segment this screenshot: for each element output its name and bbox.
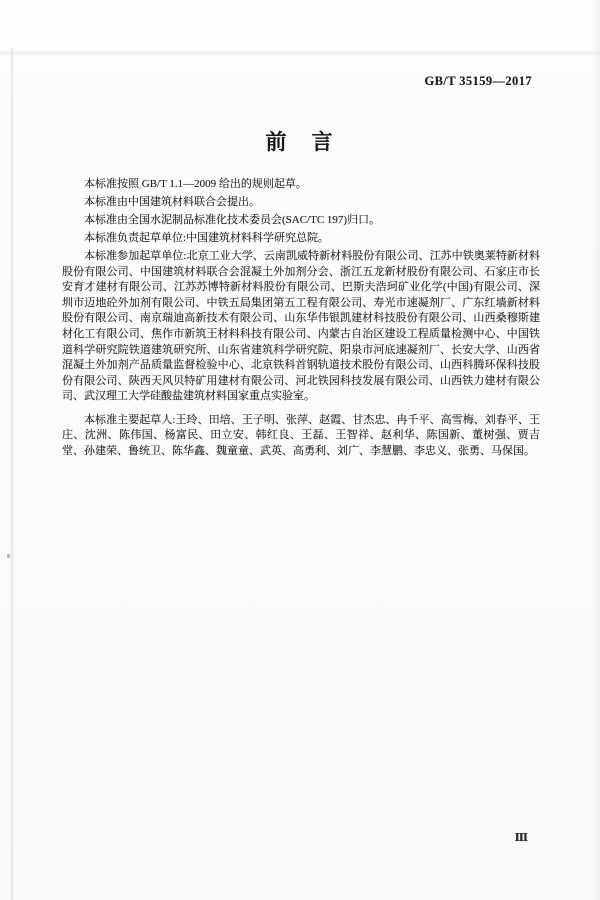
page-number: Ⅲ — [514, 832, 528, 844]
foreword-intro-line: 本标准由中国建筑材料联合会提出。 — [84, 195, 260, 208]
scan-speck — [7, 554, 10, 558]
main-drafters-paragraph: 本标准主要起草人:王玲、田培、王子明、张萍、赵霞、甘杰忠、冉千平、高雪梅、刘春平、王庄、沈洲、陈伟国、杨富民、田立安、韩红良、王磊、王智祥、赵利华、陈国新、董树强、贾吉堂、孙建荣、鲁统卫、陈华鑫、魏童童、武英、高勇利、刘广、李慧鹏、李忠义、张勇、马保国。 — [62, 413, 540, 458]
foreword-intro-line: 本标准按照 GB/T 1.1—2009 给出的规则起草。 — [84, 178, 307, 190]
page-title: 前 言 — [265, 130, 335, 154]
foreword-intro-line: 本标准负责起草单位:中国建筑材料科学研究总院。 — [84, 231, 330, 244]
foreword-body — [62, 177, 540, 460]
foreword-intro-line: 本标准由全国水泥制品标准化技术委员会(SAC/TC 197)归口。 — [84, 213, 381, 226]
scan-streak-vertical — [10, 48, 14, 900]
participating-organizations-paragraph: 本标准参加起草单位:北京工业大学、云南凯威特新材料股份有限公司、江苏中铁奥莱特新材料股份有限公司、中国建筑材料联合会混凝土外加剂分会、浙江五龙新材股份有限公司、石家庄市长安育才建材有限公司、江苏苏博特新材料股份有限公司、巴斯夫浩珂矿业化学(中国)有限公司、深圳市迈地砼外加剂有限公司、中铁五局集团第五工程有限公司、寿光市速凝剂厂、广东红墙新材料股份有限公司、南京瑞迪高新技术有限公司、山东华伟银凯建材科技股份有限公司、山西桑穆斯建材化工有限公司、焦作市新筑王材料科技有限公司、内蒙古自治区建设工程质量检测中心、中国铁道科学研究院铁道建筑研究所、山东省建筑科学研究院、阳泉市河底速凝剂厂、长安大学、山西省混凝土外加剂产品质量监督检验中心、北京铁科首钢轨道技术股份有限公司、山西科腾环保科技股份有限公司、陕西天风贝特矿用建材有限公司、河北铁园科技发展有限公司、山西铁力建材有限公司、武汉理工大学硅酸盐建筑材料国家重点实验室。 — [62, 249, 540, 403]
scan-streak-horizontal — [0, 50, 600, 56]
standard-code: GB/T 35159—2017 — [424, 74, 532, 88]
